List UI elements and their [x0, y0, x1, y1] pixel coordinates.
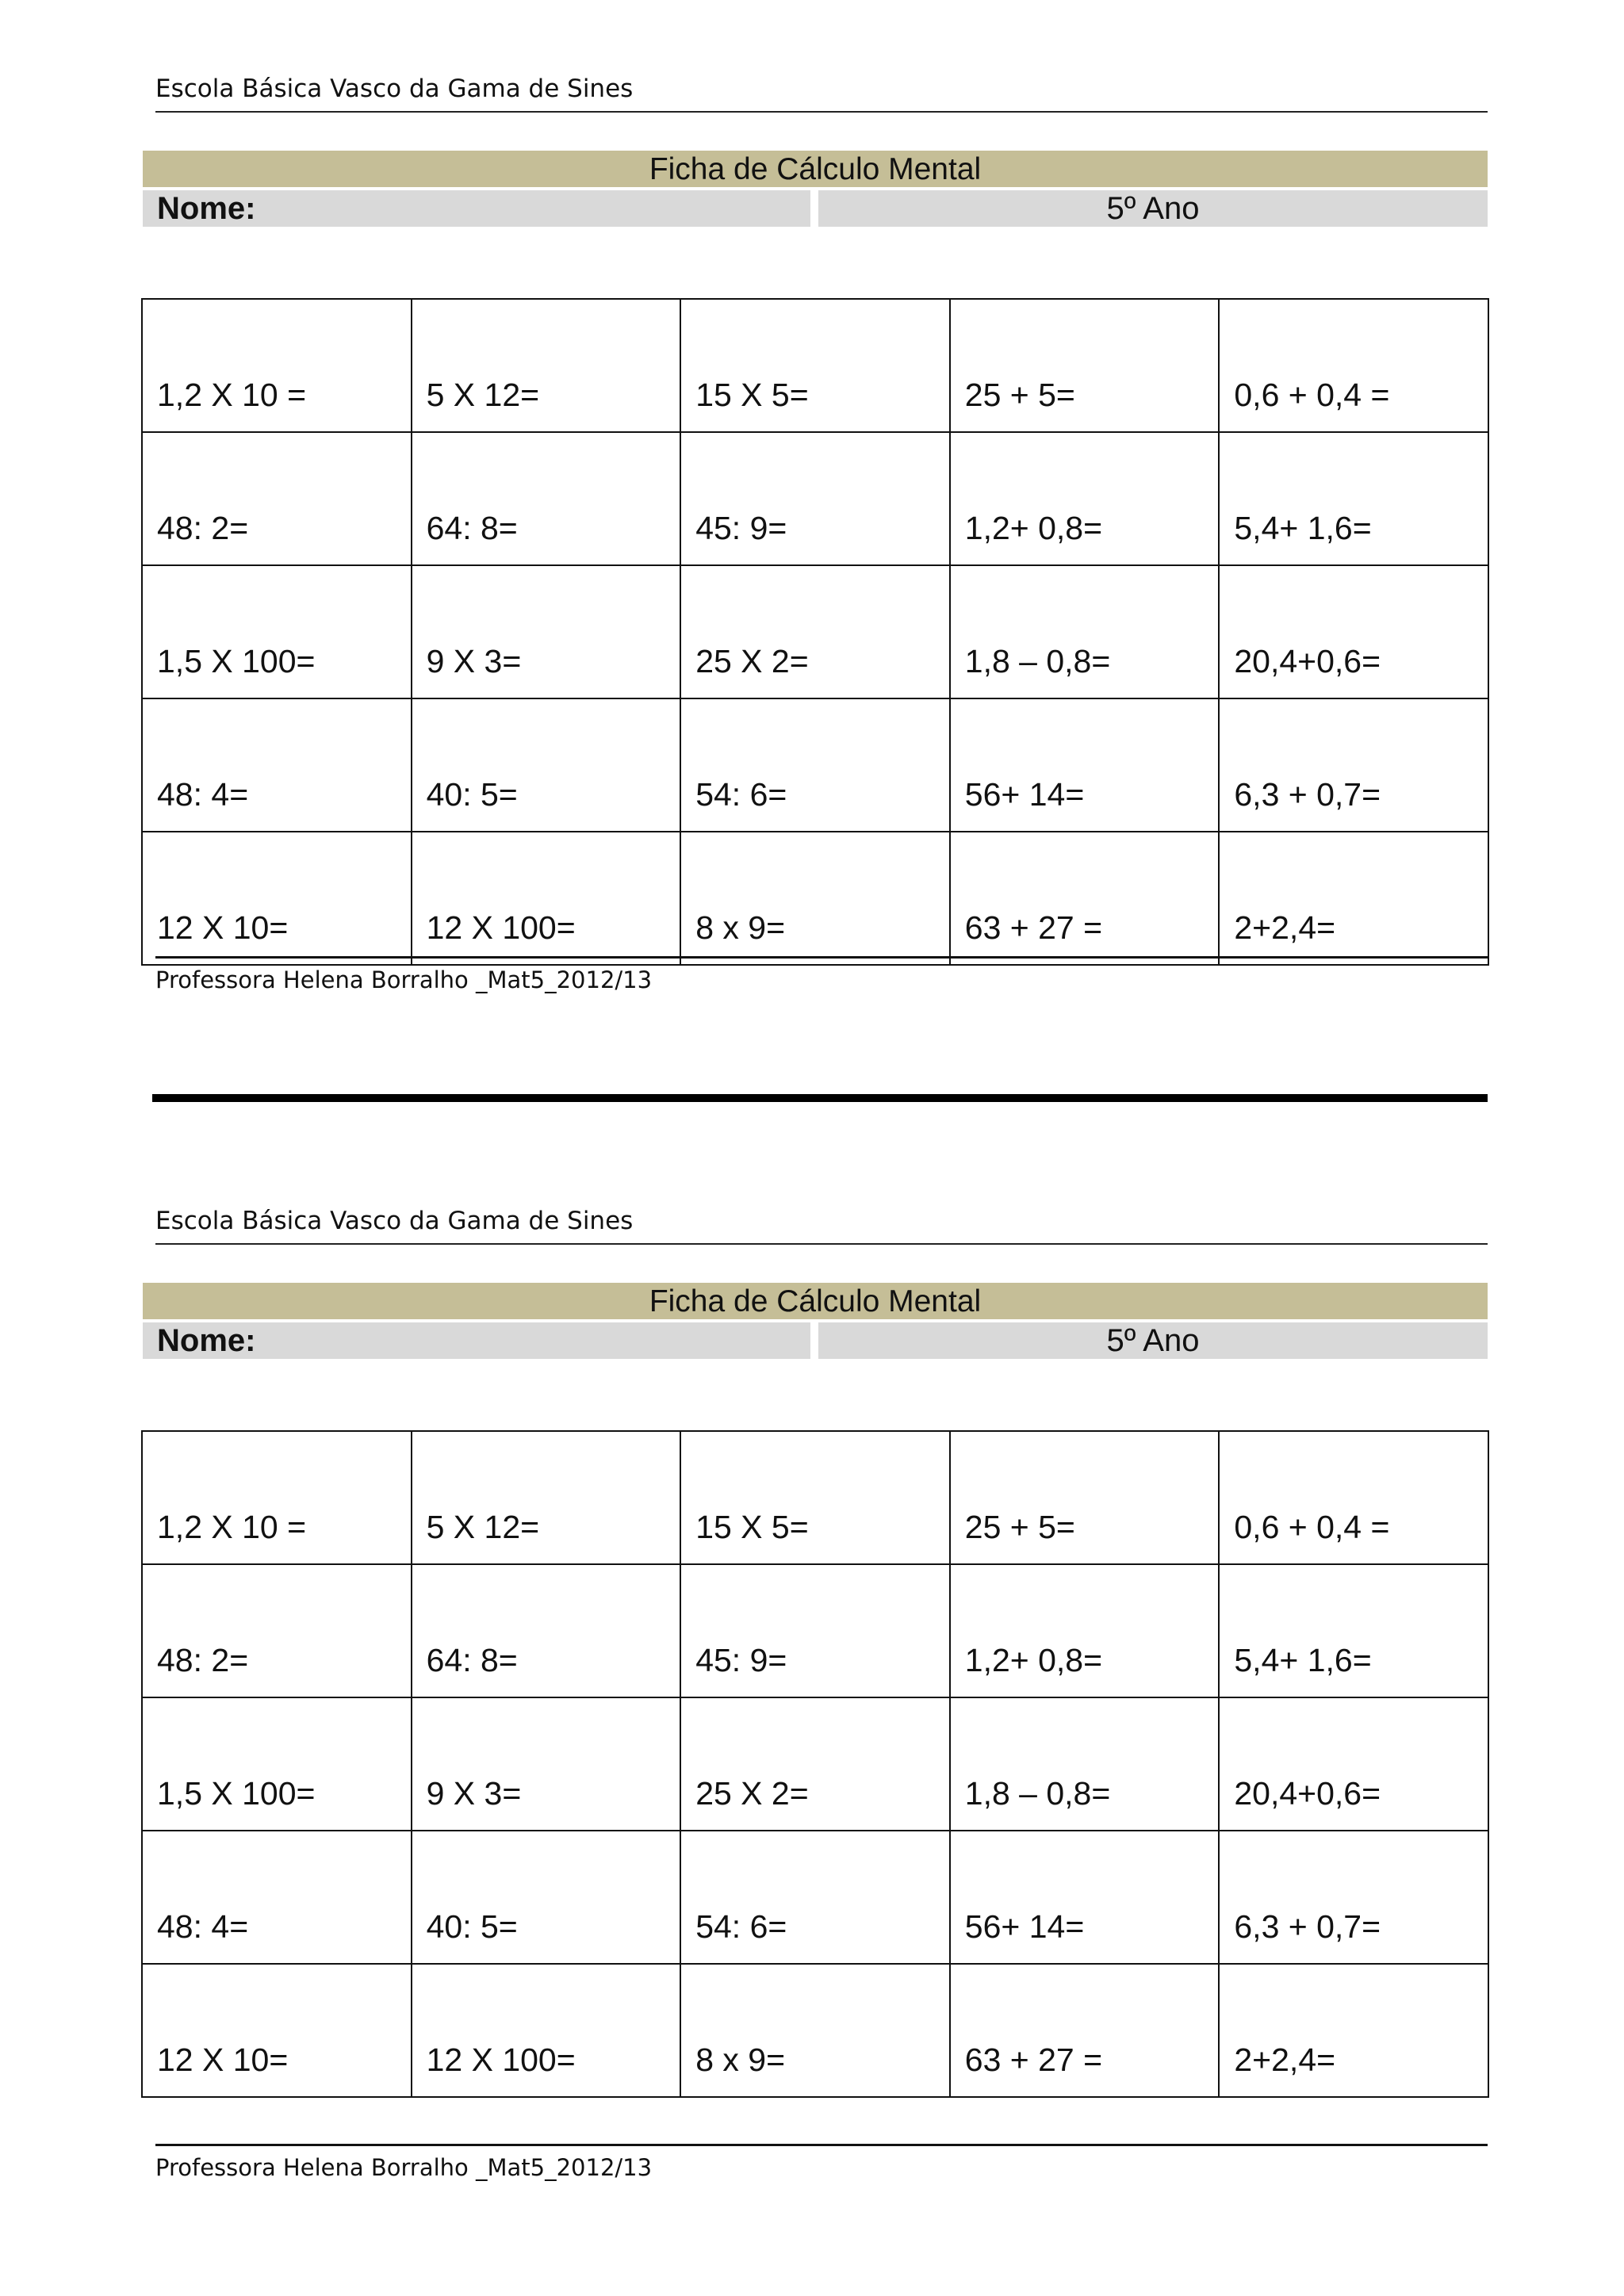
exercise-cell: 2+2,4=	[1219, 1964, 1488, 2097]
exercise-cell: 56+ 14=	[950, 1831, 1220, 1964]
table-row	[142, 299, 1488, 432]
exercise-cell: 5 X 12=	[412, 299, 681, 432]
exercise-cell: 48: 2=	[142, 1564, 412, 1697]
exercise-cell: 63 + 27 =	[950, 1964, 1220, 2097]
exercise-cell: 15 X 5=	[680, 1431, 950, 1564]
exercise-cell: 15 X 5=	[680, 299, 950, 432]
exercise-cell: 45: 9=	[680, 1564, 950, 1697]
exercise-cell: 25 X 2=	[680, 565, 950, 698]
exercise-cell: 1,2 X 10 =	[142, 299, 412, 432]
exercise-cell: 54: 6=	[680, 698, 950, 832]
exercise-cell: 8 x 9=	[680, 832, 950, 965]
exercise-cell: 48: 4=	[142, 698, 412, 832]
footer-credit: Professora Helena Borralho _Mat5_2012/13	[155, 2154, 653, 2181]
exercise-cell: 5 X 12=	[412, 1431, 681, 1564]
exercise-cell: 20,4+0,6=	[1219, 565, 1488, 698]
exercise-cell: 1,2 X 10 =	[142, 1431, 412, 1564]
exercise-cell: 8 x 9=	[680, 1964, 950, 2097]
worksheet-title: Ficha de Cálculo Mental	[143, 1283, 1488, 1319]
footer-divider	[155, 2144, 1488, 2146]
exercise-cell: 12 X 100=	[412, 1964, 681, 2097]
exercise-table	[141, 1430, 1489, 2098]
exercise-cell: 9 X 3=	[412, 565, 681, 698]
exercise-cell: 1,8 – 0,8=	[950, 565, 1220, 698]
footer-credit: Professora Helena Borralho _Mat5_2012/13	[155, 966, 653, 993]
exercise-cell: 54: 6=	[680, 1831, 950, 1964]
exercise-cell: 6,3 + 0,7=	[1219, 1831, 1488, 1964]
table-row	[142, 1697, 1488, 1831]
cut-line-divider	[152, 1094, 1488, 1102]
exercise-cell: 5,4+ 1,6=	[1219, 432, 1488, 565]
exercise-cell: 25 + 5=	[950, 299, 1220, 432]
exercise-cell: 1,5 X 100=	[142, 1697, 412, 1831]
table-row	[142, 565, 1488, 698]
exercise-cell: 2+2,4=	[1219, 832, 1488, 965]
exercise-cell: 48: 4=	[142, 1831, 412, 1964]
exercise-cell: 0,6 + 0,4 =	[1219, 1431, 1488, 1564]
exercise-cell: 1,2+ 0,8=	[950, 432, 1220, 565]
table-row	[142, 1564, 1488, 1697]
table-row	[142, 1964, 1488, 2097]
exercise-cell: 1,8 – 0,8=	[950, 1697, 1220, 1831]
exercise-cell: 45: 9=	[680, 432, 950, 565]
exercise-cell: 1,5 X 100=	[142, 565, 412, 698]
exercise-cell: 6,3 + 0,7=	[1219, 698, 1488, 832]
exercise-cell: 0,6 + 0,4 =	[1219, 299, 1488, 432]
exercise-cell: 12 X 10=	[142, 832, 412, 965]
exercise-cell: 25 X 2=	[680, 1697, 950, 1831]
name-field-label: Nome:	[143, 1322, 810, 1359]
exercise-table	[141, 298, 1489, 966]
exercise-cell: 40: 5=	[412, 1831, 681, 1964]
school-name: Escola Básica Vasco da Gama de Sines	[155, 73, 1488, 113]
year-label: 5º Ano	[818, 1322, 1488, 1359]
year-label: 5º Ano	[818, 190, 1488, 227]
exercise-cell: 20,4+0,6=	[1219, 1697, 1488, 1831]
footer-divider	[155, 956, 1488, 959]
table-row	[142, 1431, 1488, 1564]
exercise-cell: 56+ 14=	[950, 698, 1220, 832]
name-field-label: Nome:	[143, 190, 810, 227]
exercise-cell: 25 + 5=	[950, 1431, 1220, 1564]
table-row	[142, 432, 1488, 565]
table-row	[142, 832, 1488, 965]
exercise-cell: 1,2+ 0,8=	[950, 1564, 1220, 1697]
exercise-cell: 12 X 10=	[142, 1964, 412, 2097]
exercise-cell: 12 X 100=	[412, 832, 681, 965]
exercise-cell: 40: 5=	[412, 698, 681, 832]
exercise-cell: 64: 8=	[412, 432, 681, 565]
exercise-cell: 9 X 3=	[412, 1697, 681, 1831]
worksheet-title: Ficha de Cálculo Mental	[143, 151, 1488, 187]
table-row	[142, 1831, 1488, 1964]
table-row	[142, 698, 1488, 832]
exercise-cell: 5,4+ 1,6=	[1219, 1564, 1488, 1697]
exercise-cell: 64: 8=	[412, 1564, 681, 1697]
school-name: Escola Básica Vasco da Gama de Sines	[155, 1205, 1488, 1245]
exercise-cell: 48: 2=	[142, 432, 412, 565]
exercise-cell: 63 + 27 =	[950, 832, 1220, 965]
